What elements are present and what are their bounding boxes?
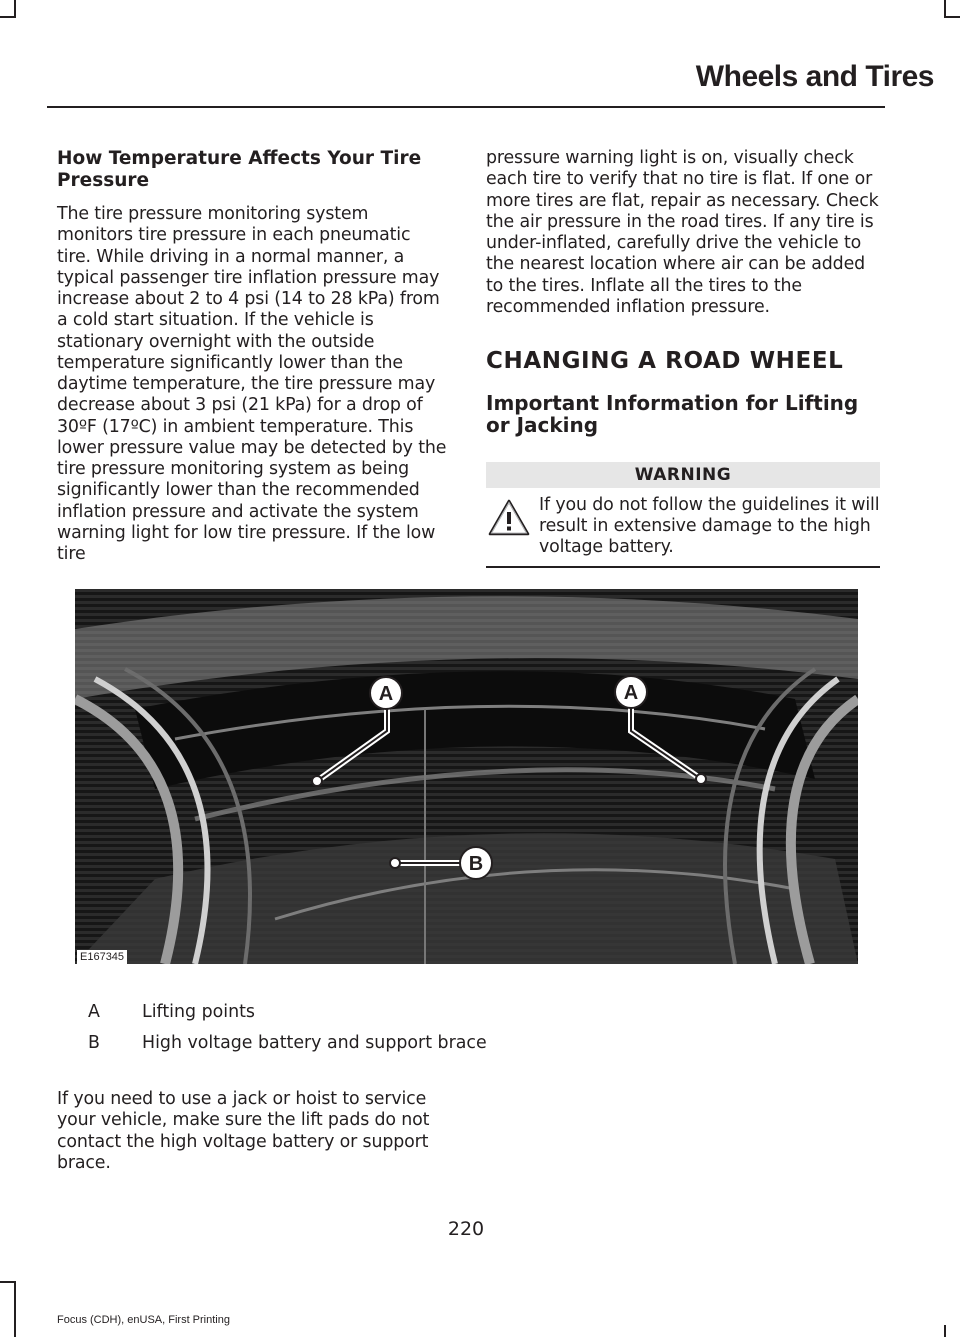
crop-mark bbox=[0, 16, 16, 18]
jack-hoist-paragraph: If you need to use a jack or hoist to service your vehicle, make sure the lift pads do not contact the high voltage battery or support brace. bbox=[57, 1089, 430, 1173]
right-column bbox=[486, 148, 880, 568]
warning-body bbox=[486, 488, 880, 568]
callout-label-b: B bbox=[468, 853, 484, 875]
page-title: Wheels and Tires bbox=[695, 60, 934, 93]
legend-text: Lifting points bbox=[142, 1002, 255, 1022]
temperature-paragraph: The tire pressure monitoring system monitors tire pressure in each pneumatic tire. While driving in a normal manner, a typical passenger tire inflation pressure may increase about 2 to 4 psi (14 to 28 kPa) from a cold start situation. If the vehicle is stationary overnight with the outside temperature significantly lower than the daytime temperature, the tire pressure may decrease about 3 psi (21 kPa) for a drop of 30ºF (17ºC) in ambient temperature. This lower pressure value may be detected by the tire pressure monitoring system as being significantly lower than the recommended inflation pressure and activate the system warning light for low tire pressure. If the low tire bbox=[57, 204, 447, 564]
header-divider bbox=[47, 106, 885, 108]
legend-item bbox=[88, 1002, 688, 1033]
crop-mark bbox=[944, 16, 960, 18]
underside-drawing bbox=[75, 589, 858, 964]
check-tires-paragraph: pressure warning light is on, visually check each tire to verify that no tire is flat. If one or more tires are flat, repair as necessary. Check the air pressure in the road tires. If any tire is under-inflated, carefully drive the vehicle to the nearest location where air can be added to the tires. Inflate all the tires to the recommended inflation pressure. bbox=[486, 148, 879, 317]
figure-id: E167345 bbox=[77, 950, 127, 964]
section-heading-temperature: How Temperature Affects Your Tire Pressure bbox=[57, 148, 422, 191]
subheading-lifting: Important Information for Lifting or Jacking bbox=[486, 391, 859, 437]
warning-box bbox=[486, 462, 880, 568]
vehicle-underside-illustration bbox=[75, 589, 858, 964]
publication-footer: Focus (CDH), enUSA, First Printing bbox=[57, 1314, 230, 1326]
figure-legend bbox=[88, 1002, 688, 1064]
crop-mark bbox=[14, 1281, 16, 1337]
warning-label: WARNING bbox=[486, 462, 880, 488]
left-column bbox=[57, 148, 449, 565]
callout-label-a: A bbox=[378, 683, 394, 705]
legend-key: A bbox=[88, 1002, 100, 1022]
legend-key: B bbox=[88, 1033, 100, 1053]
warning-text: If you do not follow the guidelines it will result in extensive damage to the high voltage battery. bbox=[539, 495, 880, 557]
legend-text: High voltage battery and support brace bbox=[142, 1033, 487, 1053]
section-heading-changing-wheel: CHANGING A ROAD WHEEL bbox=[486, 348, 844, 374]
warning-triangle-icon bbox=[487, 498, 531, 538]
crop-mark bbox=[944, 1325, 946, 1337]
page-number: 220 bbox=[447, 1218, 485, 1240]
callout-label-a: A bbox=[623, 682, 639, 704]
legend-item bbox=[88, 1033, 688, 1064]
crop-mark bbox=[0, 1281, 16, 1283]
